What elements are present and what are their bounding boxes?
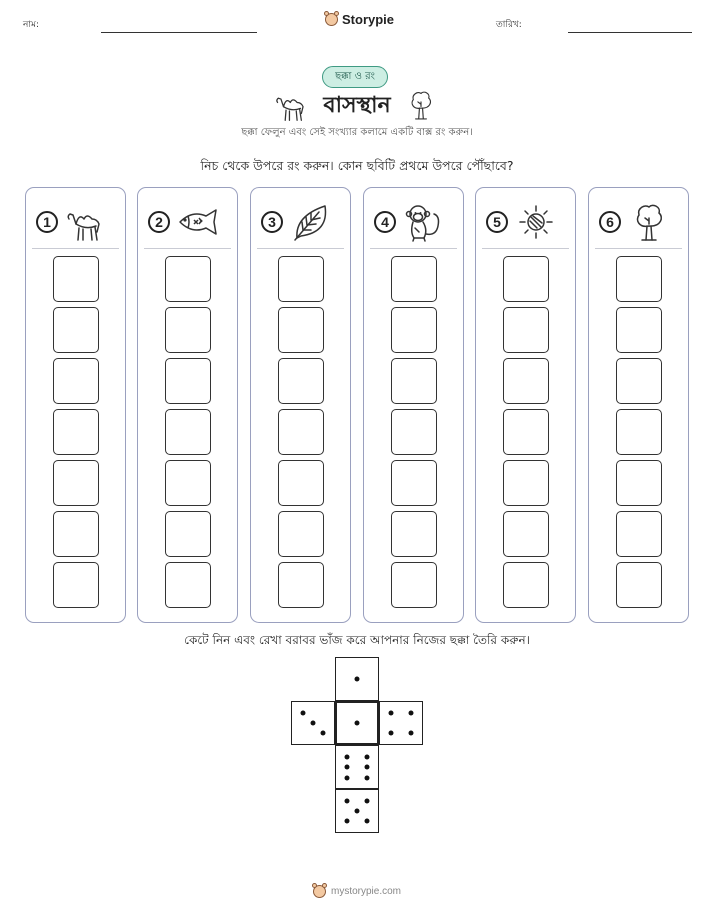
die-face-three — [291, 701, 335, 745]
coloring-box[interactable] — [53, 307, 99, 353]
column-divider — [370, 248, 457, 249]
coloring-box[interactable] — [53, 562, 99, 608]
pip — [389, 711, 394, 716]
die-face-one — [335, 701, 379, 745]
name-line[interactable] — [101, 32, 257, 33]
coloring-box[interactable] — [391, 358, 437, 404]
column-divider — [144, 248, 231, 249]
coloring-box[interactable] — [278, 460, 324, 506]
pip — [320, 730, 325, 735]
monkey-icon — [402, 202, 446, 242]
coloring-box[interactable] — [278, 307, 324, 353]
pip — [355, 809, 360, 814]
name-label: নাম: — [23, 20, 40, 30]
page-title: বাসস্থান — [323, 93, 391, 118]
column-2 — [137, 187, 238, 623]
coloring-boxes — [26, 256, 125, 608]
coloring-box[interactable] — [391, 256, 437, 302]
coloring-box[interactable] — [165, 511, 211, 557]
column-number: 3 — [261, 211, 283, 233]
column-number: 5 — [486, 211, 508, 233]
coloring-box[interactable] — [165, 562, 211, 608]
coloring-box[interactable] — [503, 562, 549, 608]
tree-icon — [404, 88, 438, 122]
column-number: 2 — [148, 211, 170, 233]
cut-instruction: কেটে নিন এবং রেখা বরাবর ভাঁজ করে আপনার নিজের ছক্কা তৈরি করুন। — [184, 633, 530, 647]
footer — [0, 885, 714, 898]
coloring-box[interactable] — [53, 409, 99, 455]
die-face-one — [335, 657, 379, 701]
pip — [364, 754, 369, 759]
pip — [389, 730, 394, 735]
activity-badge: ছক্কা ও রং — [322, 66, 388, 88]
brand-name: Storypie — [342, 12, 395, 27]
coloring-box[interactable] — [503, 307, 549, 353]
column-number: 1 — [36, 211, 58, 233]
pip — [345, 765, 350, 770]
coloring-box[interactable] — [53, 256, 99, 302]
pip — [301, 711, 306, 716]
pip — [364, 775, 369, 780]
pip — [345, 775, 350, 780]
column-5 — [475, 187, 576, 623]
die-face-four — [379, 701, 423, 745]
column-divider — [595, 248, 682, 249]
coloring-box[interactable] — [391, 460, 437, 506]
pip — [364, 818, 369, 823]
coloring-box[interactable] — [53, 511, 99, 557]
column-number: 6 — [599, 211, 621, 233]
coloring-box[interactable] — [53, 358, 99, 404]
pip — [355, 721, 360, 726]
coloring-box[interactable] — [278, 511, 324, 557]
brand-logo — [325, 12, 394, 27]
coloring-boxes — [364, 256, 463, 608]
pip — [345, 754, 350, 759]
die-face-six — [335, 745, 379, 789]
column-4 — [363, 187, 464, 623]
coloring-boxes — [251, 256, 350, 608]
coloring-box[interactable] — [616, 562, 662, 608]
coloring-box[interactable] — [616, 460, 662, 506]
coloring-box[interactable] — [616, 256, 662, 302]
coloring-box[interactable] — [391, 307, 437, 353]
coloring-box[interactable] — [278, 256, 324, 302]
footer-url[interactable]: mystorypie.com — [330, 886, 401, 897]
camel-icon — [64, 202, 108, 242]
coloring-box[interactable] — [503, 511, 549, 557]
die-face-five — [335, 789, 379, 833]
coloring-box[interactable] — [616, 358, 662, 404]
coloring-box[interactable] — [391, 511, 437, 557]
tree-icon — [627, 202, 671, 242]
column-6 — [588, 187, 689, 623]
sun-icon — [514, 202, 558, 242]
pip — [364, 765, 369, 770]
coloring-boxes — [138, 256, 237, 608]
pip — [355, 677, 360, 682]
pip — [408, 730, 413, 735]
coloring-box[interactable] — [503, 409, 549, 455]
coloring-box[interactable] — [165, 409, 211, 455]
coloring-box[interactable] — [391, 562, 437, 608]
column-3 — [250, 187, 351, 623]
coloring-boxes — [589, 256, 688, 608]
coloring-boxes — [476, 256, 575, 608]
pip — [311, 721, 316, 726]
coloring-box[interactable] — [616, 409, 662, 455]
fish-icon — [176, 202, 220, 242]
bear-logo-icon — [313, 885, 326, 898]
coloring-box[interactable] — [165, 358, 211, 404]
pip — [408, 711, 413, 716]
instruction: নিচ থেকে উপরে রং করুন। কোন ছবিটি প্রথমে উপরে পৌঁছাবে? — [200, 158, 514, 173]
coloring-box[interactable] — [503, 460, 549, 506]
date-label: তারিখ: — [496, 20, 522, 30]
pip — [364, 799, 369, 804]
pip — [345, 799, 350, 804]
column-divider — [32, 248, 119, 249]
column-divider — [257, 248, 344, 249]
coloring-box[interactable] — [278, 562, 324, 608]
coloring-box[interactable] — [165, 460, 211, 506]
coloring-box[interactable] — [278, 409, 324, 455]
leaf-icon — [289, 202, 333, 242]
coloring-box[interactable] — [503, 256, 549, 302]
coloring-box[interactable] — [503, 358, 549, 404]
pip — [345, 818, 350, 823]
bear-logo-icon — [325, 13, 338, 26]
column-1 — [25, 187, 126, 623]
coloring-box[interactable] — [391, 409, 437, 455]
column-number: 4 — [374, 211, 396, 233]
subtitle: ছক্কা ফেলুন এবং সেই সংখ্যার কলামে একটি বাক্স রং করুন। — [241, 127, 473, 138]
column-divider — [482, 248, 569, 249]
coloring-box[interactable] — [616, 511, 662, 557]
coloring-box[interactable] — [278, 358, 324, 404]
coloring-box[interactable] — [53, 460, 99, 506]
coloring-box[interactable] — [616, 307, 662, 353]
coloring-box[interactable] — [165, 256, 211, 302]
coloring-box[interactable] — [165, 307, 211, 353]
date-line[interactable] — [568, 32, 692, 33]
